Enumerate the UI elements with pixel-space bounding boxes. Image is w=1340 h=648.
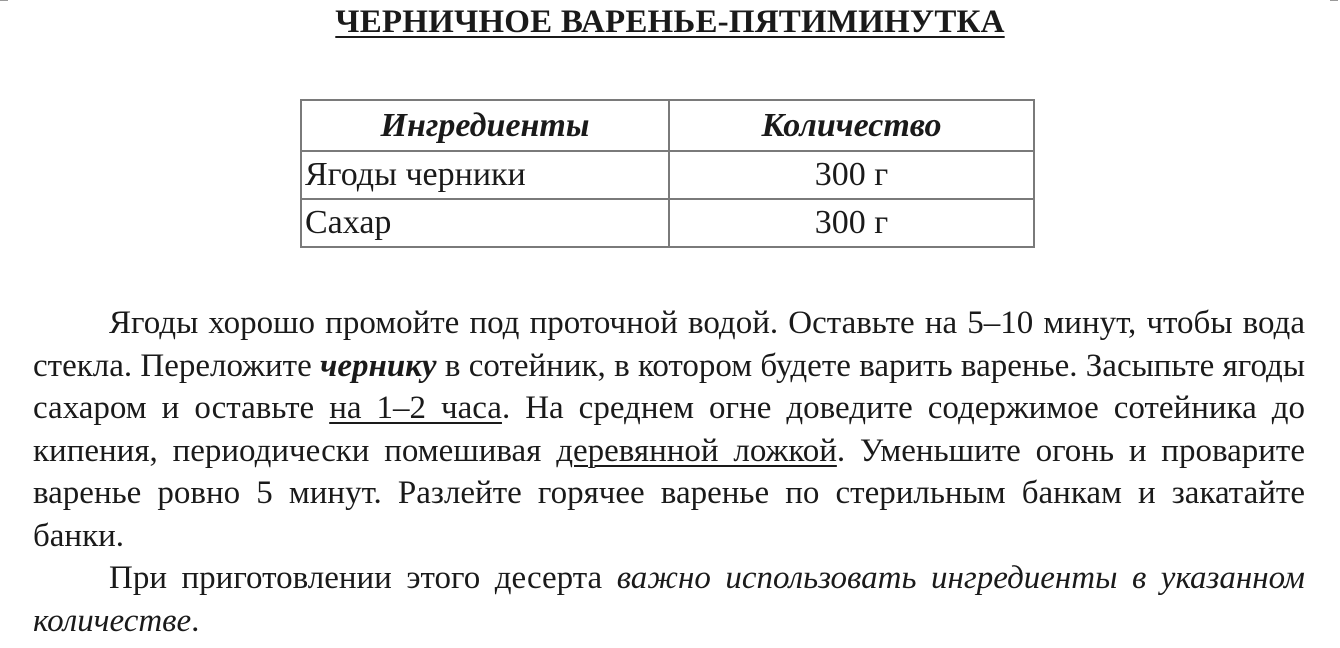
recipe-instructions (33, 302, 1305, 642)
emphasis-italic: важно использовать ингредиенты в указанном количестве (33, 560, 1305, 639)
corner-mark-left (0, 0, 8, 1)
text-run: . Уменьшите огонь и проварите варенье ровно 5 минут. Разлейте горячее варенье по стерильным банкам и закатайте банки. (33, 432, 1305, 554)
header-ingredients: Ингредиенты (301, 100, 669, 151)
header-quantity: Количество (669, 100, 1034, 151)
ingredients-table (300, 99, 1035, 248)
table-header-row (301, 100, 1034, 151)
text-run: в сотейник, в котором будете варить варенье. Засыпьте ягоды сахаром и оставьте (33, 347, 1305, 426)
ingredient-name: Сахар (301, 199, 669, 247)
text-run: . (191, 602, 200, 639)
instructions-paragraph (33, 302, 1305, 557)
table-row (301, 151, 1034, 199)
text-run: . На среднем огне доведите содержимое сотейника до кипения, периодически помешивая (33, 390, 1306, 469)
ingredient-name: Ягоды черники (301, 151, 669, 199)
table-row (301, 199, 1034, 247)
recipe-title: ЧЕРНИЧНОЕ ВАРЕНЬЕ-ПЯТИМИНУТКА (335, 4, 1005, 40)
text-run: Ягоды хорошо промойте под проточной водой. Оставьте на 5–10 минут, чтобы вода стекла. Переложите (33, 305, 1305, 384)
ingredient-amount: 300 г (669, 199, 1034, 247)
emphasis-bold-italic: чернику (320, 347, 437, 384)
text-run: При приготовлении этого десерта (109, 560, 617, 596)
ingredient-amount: 300 г (669, 151, 1034, 199)
note-paragraph (33, 557, 1305, 642)
underlined-text: на 1–2 часа (329, 390, 502, 426)
underlined-text: деревянной ложкой (556, 432, 837, 469)
corner-mark-right (1330, 0, 1338, 1)
